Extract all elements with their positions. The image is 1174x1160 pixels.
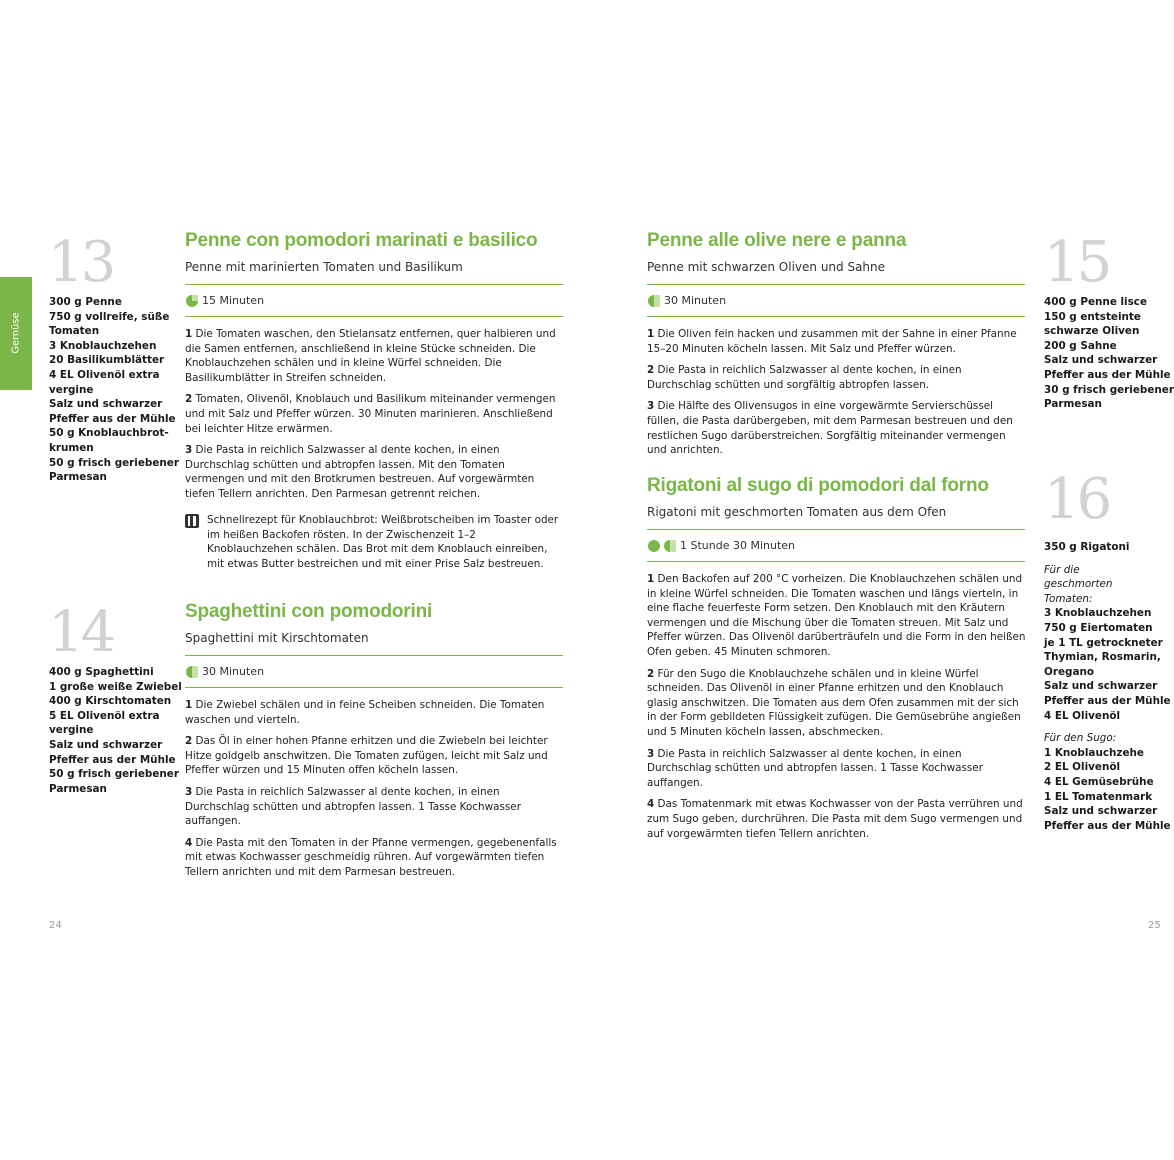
ingredient: 1 Knoblauchzehe: [1044, 746, 1144, 759]
step: 2 Tomaten, Olivenöl, Knoblauch und Basilikum miteinander vermengen und mit Salz und Pfeffer würzen. 30 Minuten marinieren. Anschließend bei leichter Hitze erwärmen.: [185, 393, 556, 435]
step: 1 Die Tomaten waschen, den Stielansatz entfernen, quer halbieren und die Samen entfernen, anschließend in kleine Stücke schneiden. Die Knoblauchzehen schälen und in kleine Würfel schneiden. Die Basilikumblätter in Streifen schneiden.: [185, 328, 556, 384]
recipe-16-steps: [647, 572, 1027, 848]
divider: [185, 687, 563, 688]
step: 3 Die Hälfte des Olivensugos in eine vorgewärmte Servierschüssel füllen, die Pasta darübergeben, mit dem Parmesan bestreuen und den restlichen Sugo darüberstreichen. Sorgfältig miteinander vermengen und anrichten.: [647, 400, 1013, 457]
ingredient: 4 EL Gemüsebrühe: [1044, 775, 1154, 788]
recipe-13-tip: [185, 513, 560, 571]
ingredient: Pfeffer aus der Mühle: [49, 412, 176, 425]
ingredient: 30 g frisch geriebener: [1044, 383, 1174, 396]
ingredient: 5 EL Olivenöl extra: [49, 709, 160, 722]
ingredient: Salz und schwarzer: [49, 398, 163, 411]
ingredient: 2 EL Olivenöl: [1044, 761, 1121, 774]
recipe-16-title: Rigatoni al sugo di pomodori dal forno: [647, 475, 989, 496]
step: 4 Die Pasta mit den Tomaten in der Pfanne vermengen, gegebenenfalls mit etwas Kochwasser geschmeidig rühren. Auf vorgewärmten tiefen Tellern anrichten und mit dem Parmesan bestreuen.: [185, 836, 557, 878]
ingredient: 50 g frisch geriebener: [49, 456, 179, 469]
page-number-left: 24: [49, 920, 62, 931]
ingredient: vergine: [49, 383, 94, 396]
clock-icon: [186, 666, 198, 678]
ingredient-section-label: Für die geschmorten Tomaten:: [1044, 563, 1113, 605]
step: 4 Das Tomatenmark mit etwas Kochwasser von der Pasta verrühren und zum Sugo geben, durchrühren. Die Pasta mit dem Sugo vermengen und auf vorgewärmten tiefen Tellern anrichten.: [647, 798, 1023, 840]
ingredient: 750 g vollreife, süße: [49, 310, 170, 323]
recipe-16-number: 16: [1044, 467, 1110, 532]
ingredient: 200 g Sahne: [1044, 339, 1117, 352]
recipe-13-time: [186, 294, 264, 307]
step: 1 Die Zwiebel schälen und in feine Scheiben schneiden. Die Tomaten waschen und vierteln.: [185, 699, 545, 726]
ingredient: Thymian, Rosmarin,: [1044, 651, 1161, 664]
ingredient: Parmesan: [49, 471, 107, 484]
ingredient: 350 g Rigatoni: [1044, 541, 1130, 553]
recipe-16-subtitle: Rigatoni mit geschmorten Tomaten aus dem Ofen: [647, 505, 947, 519]
divider: [647, 529, 1025, 530]
clock-icon: [648, 540, 660, 552]
clock-icon: [186, 295, 198, 307]
ingredient: vergine: [49, 724, 94, 737]
ingredient: Pfeffer aus der Mühle: [49, 753, 176, 766]
ingredient: Oregano: [1044, 665, 1094, 678]
ingredient: 50 g Knoblauchbrot-: [49, 427, 169, 440]
divider: [185, 316, 563, 317]
ingredient: Pfeffer aus der Mühle: [1044, 694, 1171, 707]
ingredient: 400 g Penne lisce: [1044, 296, 1147, 308]
recipe-15-number: 15: [1044, 230, 1110, 295]
recipe-15-title: Penne alle olive nere e panna: [647, 230, 907, 251]
ingredient: 400 g Kirschtomaten: [49, 695, 172, 708]
recipe-15-ingredients: [1044, 295, 1174, 412]
recipe-13-title: Penne con pomodori marinati e basilico: [185, 230, 538, 251]
recipe-15-subtitle: Penne mit schwarzen Oliven und Sahne: [647, 260, 886, 274]
step: 2 Für den Sugo die Knoblauchzehe schälen und in kleine Würfel schneiden. Das Olivenöl in einer Pfanne erhitzen und den Knoblauch glasig anschwitzen. Die Tomaten aus dem Ofen zusammen mit der sich in der Form gebildeten Flüssigkeit zufügen. Die Gemüsebrühe angießen und 5 Minuten köcheln lassen, abschmecken.: [647, 667, 1021, 738]
recipe-14-ingredients: [49, 665, 182, 796]
ingredient: 1 große weiße Zwiebel: [49, 680, 182, 693]
divider: [647, 316, 1025, 317]
ingredient: schwarze Oliven: [1044, 325, 1140, 338]
step: 3 Die Pasta in reichlich Salzwasser al dente kochen, in einen Durchschlag schütten und abtropfen lassen. Mit den Tomaten vermengen und mit den Brotkrumen bestreuen. Auf vorgewärmten tiefen Tellern anrichten. Den Parmesan getrennt reichen.: [185, 444, 535, 500]
recipe-13-ingredients: [49, 295, 179, 485]
ingredient: 750 g Eiertomaten: [1044, 621, 1153, 634]
clock-icon: [648, 295, 660, 307]
ingredient: Parmesan: [1044, 398, 1102, 411]
ingredient: Tomaten: [49, 325, 100, 338]
recipe-15-time: [648, 294, 726, 307]
step: 1 Die Oliven fein hacken und zusammen mit der Sahne in einer Pfanne 15–20 Minuten köcheln lassen. Mit Salz und Pfeffer würzen.: [647, 328, 1017, 355]
recipe-14-number: 14: [48, 600, 114, 665]
ingredient: 3 Knoblauchzehen: [49, 339, 157, 352]
time-label: 30 Minuten: [202, 665, 265, 678]
recipe-16-ingredients: [1044, 540, 1171, 833]
ingredient-section-label: Für den Sugo:: [1044, 732, 1117, 745]
ingredient: Salz und schwarzer: [1044, 354, 1158, 367]
clock-icon: [664, 540, 676, 552]
ingredient: 150 g entsteinte: [1044, 310, 1141, 323]
ingredient: 3 Knoblauchzehen: [1044, 607, 1152, 620]
recipe-15-steps: [647, 327, 1027, 465]
ingredient: Salz und schwarzer: [49, 738, 163, 751]
step: 2 Die Pasta in reichlich Salzwasser al dente kochen, in einen Durchschlag schütten und sorgfältig abtropfen lassen.: [647, 364, 962, 391]
ingredient: Parmesan: [49, 782, 107, 795]
page-number-right: 25: [1148, 920, 1161, 931]
recipe-13-steps: [185, 327, 565, 509]
ingredient: 400 g Spaghettini: [49, 666, 154, 678]
time-label: 30 Minuten: [664, 294, 727, 307]
ingredient: krumen: [49, 441, 94, 454]
recipe-13-number: 13: [48, 230, 114, 295]
ingredient: 20 Basilikumblätter: [49, 354, 165, 367]
ingredient: 1 EL Tomatenmark: [1044, 790, 1153, 803]
ingredient: 300 g Penne: [49, 296, 122, 308]
step: 3 Die Pasta in reichlich Salzwasser al dente kochen, in einen Durchschlag schütten und abtropfen lassen. 1 Tasse Kochwasser auffangen.: [647, 747, 983, 789]
ingredient: Pfeffer aus der Mühle: [1044, 819, 1171, 832]
divider: [647, 561, 1025, 562]
ingredient: je 1 TL getrockneter: [1044, 636, 1163, 649]
ingredient: 4 EL Olivenöl: [1044, 709, 1121, 722]
step: 3 Die Pasta in reichlich Salzwasser al dente kochen, in einen Durchschlag schütten und abtropfen lassen. 1 Tasse Kochwasser auffangen.: [185, 785, 521, 828]
recipe-14-time: [186, 665, 264, 678]
step: 1 Den Backofen auf 200 °C vorheizen. Die Knoblauchzehen schälen und in kleine Würfel schneiden. Die Tomaten waschen und längs vierteln, in eine flache feuerfeste Form setzen. Den Knoblauch mit den Kräutern vermengen und die Mischung über die Tomaten streuen. Mit Salz und Pfeffer würzen. Das Olivenöl darüberträufeln und die Form in den heißen Ofen geben. 45 Minuten schmoren.: [647, 573, 1026, 658]
section-tab-label: Gemüse: [10, 312, 22, 354]
section-tab: [0, 277, 32, 390]
recipe-13-subtitle: Penne mit marinierten Tomaten und Basilikum: [185, 260, 463, 274]
time-label: 1 Stunde 30 Minuten: [680, 539, 796, 552]
ingredient: Salz und schwarzer: [1044, 680, 1158, 693]
step: 2 Das Öl in einer hohen Pfanne erhitzen und die Zwiebeln bei leichter Hitze goldgelb anschwitzen. Die Tomaten zufügen, leicht mit Salz und Pfeffer würzen und 15 Minuten offen köcheln lassen.: [185, 735, 548, 777]
recipe-14-steps: [185, 698, 565, 887]
recipe-16-time: [648, 539, 795, 552]
divider: [185, 655, 563, 656]
recipe-14-title: Spaghettini con pomodorini: [185, 601, 433, 622]
ingredient: 50 g frisch geriebener: [49, 768, 179, 781]
ingredient: Pfeffer aus der Mühle: [1044, 368, 1171, 381]
divider: [647, 284, 1025, 285]
divider: [185, 284, 563, 285]
time-label: 15 Minuten: [202, 294, 265, 307]
cutlery-icon: [185, 514, 199, 528]
recipe-14-subtitle: Spaghettini mit Kirschtomaten: [185, 631, 369, 645]
ingredient: Salz und schwarzer: [1044, 805, 1158, 818]
tip-text: Schnellrezept für Knoblauchbrot: Weißbrotscheiben im Toaster oder im heißen Backofen rösten. In der Zwischenzeit 1–2 Knoblauchzehen schälen. Das Brot mit dem Knoblauch einreiben, mit etwas Butter bestreichen und mit einer Prise Salz bestreuen.: [207, 514, 559, 570]
ingredient: 4 EL Olivenöl extra: [49, 368, 160, 381]
